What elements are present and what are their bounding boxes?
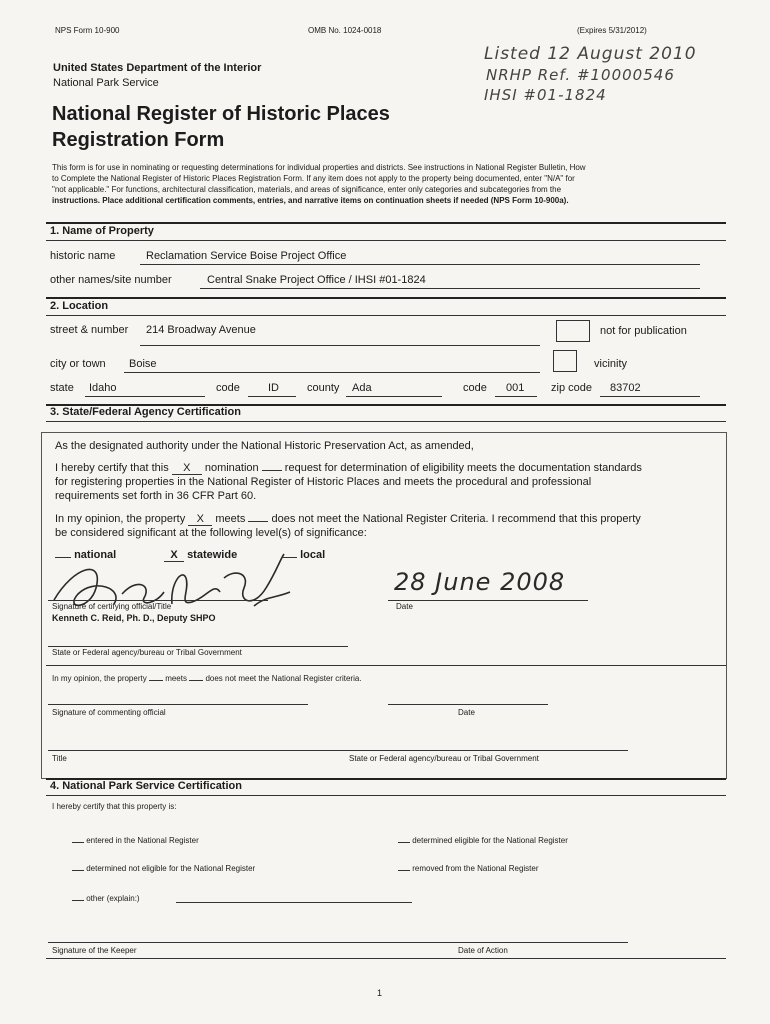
not-for-publication-label: not for publication — [600, 325, 687, 337]
option-blank[interactable] — [72, 900, 84, 901]
field-underline — [248, 396, 296, 397]
city-value: Boise — [129, 358, 157, 370]
signature-line — [48, 600, 268, 601]
date-line — [388, 600, 588, 601]
statewide-mark[interactable]: X — [164, 549, 184, 562]
title-label: Title — [52, 754, 67, 763]
county-label: county — [307, 382, 340, 394]
zip-label: zip code — [551, 382, 592, 394]
expiration: (Expires 5/31/2012) — [577, 26, 647, 35]
opinion-line-2: be considered significant at the following level(s) of significance: — [55, 527, 367, 539]
divider — [46, 665, 726, 666]
form-number: NPS Form 10-900 — [55, 26, 120, 35]
cert-text: In my opinion, the property — [55, 513, 186, 525]
option-blank[interactable] — [72, 842, 84, 843]
title-line — [48, 750, 628, 751]
street-value: 214 Broadway Avenue — [146, 324, 256, 336]
does-not-meet-blank[interactable] — [189, 680, 203, 681]
opinion-line — [52, 674, 362, 683]
city-label: city or town — [50, 358, 106, 370]
agency-line — [48, 646, 348, 647]
field-underline — [495, 396, 537, 397]
meets-mark[interactable]: X — [188, 513, 212, 526]
street-label: street & number — [50, 324, 129, 336]
date-of-action-label: Date of Action — [458, 946, 508, 955]
divider — [46, 795, 726, 796]
field-underline — [346, 396, 442, 397]
divider — [46, 958, 726, 959]
zip-value: 83702 — [610, 382, 641, 394]
field-underline — [140, 264, 700, 265]
historic-name-value: Reclamation Service Boise Project Office — [146, 250, 347, 262]
opinion-text: meets — [165, 674, 187, 683]
nps-certify-text: I hereby certify that this property is: — [52, 802, 177, 811]
national-label: national — [74, 549, 117, 561]
field-underline — [200, 288, 700, 289]
option-label: entered in the National Register — [86, 836, 199, 845]
section3-heading: 3. State/Federal Agency Certification — [50, 406, 241, 418]
listed-annotation: Listed 12 August 2010 — [484, 44, 697, 64]
intro-line-1: This form is for use in nominating or requesting determinations for individual properties and districts. See instructions in National Register Bulletin, How — [52, 163, 586, 172]
cert-text: request for determination of eligibility meets the documentation standards — [284, 462, 642, 474]
option-blank[interactable] — [398, 842, 410, 843]
form-title-line1: National Register of Historic Places — [52, 103, 390, 125]
option-label: other (explain:) — [86, 894, 140, 903]
option-label: removed from the National Register — [412, 864, 539, 873]
page-number: 1 — [377, 988, 383, 998]
divider — [46, 222, 726, 224]
signature-label: Signature of certifying official/Title — [52, 602, 172, 611]
meets-blank[interactable] — [149, 680, 163, 681]
option-determined-eligible[interactable] — [398, 836, 568, 845]
cert-text: does not meet the National Register Criteria. I recommend that this property — [271, 513, 641, 525]
date-label: Date — [458, 708, 475, 717]
keeper-line — [48, 942, 628, 943]
commenting-signature-label: Signature of commenting official — [52, 708, 166, 717]
option-not-eligible[interactable] — [72, 864, 255, 873]
nomination-mark[interactable]: X — [172, 462, 202, 475]
agency-label: State or Federal agency/bureau or Tribal Government — [349, 754, 539, 763]
request-blank[interactable] — [262, 470, 282, 471]
divider — [46, 240, 726, 241]
service-name: National Park Service — [53, 77, 159, 89]
cert-line-3: for registering properties in the National Register of Historic Places and meets the procedural and professional — [55, 476, 592, 488]
county-code-value: 001 — [506, 382, 525, 394]
other-names-label: other names/site number — [50, 274, 172, 286]
option-removed[interactable] — [398, 864, 539, 873]
other-names-value: Central Snake Project Office / IHSI #01-1824 — [207, 274, 426, 286]
does-not-meet-blank[interactable] — [248, 521, 268, 522]
cert-text: I hereby certify that this — [55, 462, 169, 474]
divider — [46, 297, 726, 299]
date-line — [388, 704, 548, 705]
form-title-line2: Registration Form — [52, 129, 225, 151]
cert-text: nomination — [204, 462, 259, 474]
section2-heading: 2. Location — [50, 300, 109, 312]
vicinity-checkbox[interactable] — [553, 350, 577, 372]
state-label: state — [50, 382, 74, 394]
statewide-label: statewide — [187, 549, 238, 561]
opinion-line-1 — [55, 513, 641, 526]
intro-line-3: "not applicable." For functions, architectural classification, materials, and areas of significance, enter only categories and subcategories from the — [52, 185, 562, 194]
signer-name: Kenneth C. Reid, Ph. D., Deputy SHPO — [52, 613, 216, 623]
field-underline — [85, 396, 205, 397]
cert-line-4: requirements set forth in 36 CFR Part 60. — [55, 490, 257, 502]
field-underline — [600, 396, 700, 397]
historic-name-label: historic name — [50, 250, 116, 262]
divider — [46, 421, 726, 422]
vicinity-label: vicinity — [594, 358, 628, 370]
local-label: local — [300, 549, 326, 561]
cert-authority-text: As the designated authority under the National Historic Preservation Act, as amended, — [55, 440, 474, 452]
county-value: Ada — [352, 382, 372, 394]
certification-date-handwritten: 28 June 2008 — [394, 568, 566, 596]
not-for-publication-checkbox[interactable] — [556, 320, 590, 342]
explain-line — [176, 902, 412, 903]
field-underline — [124, 372, 540, 373]
option-entered[interactable] — [72, 836, 199, 845]
ihsi-annotation: IHSI #01-1824 — [484, 86, 607, 104]
agency-label: State or Federal agency/bureau or Tribal Government — [52, 648, 242, 657]
keeper-label: Signature of the Keeper — [52, 946, 137, 955]
nrhp-annotation: NRHP Ref. #10000546 — [486, 66, 675, 84]
field-underline — [140, 345, 540, 346]
divider — [46, 315, 726, 316]
section1-heading: 1. Name of Property — [50, 225, 154, 237]
opinion-text: In my opinion, the property — [52, 674, 147, 683]
option-other[interactable] — [72, 894, 140, 903]
cert-text: meets — [215, 513, 246, 525]
section4-heading: 4. National Park Service Certification — [50, 780, 242, 792]
date-label: Date — [396, 602, 413, 611]
option-blank[interactable] — [398, 870, 410, 871]
intro-line-4: instructions. Place additional certification comments, entries, and narrative items on continuation sheets if needed (NPS Form 10-900a). — [52, 196, 569, 205]
county-code-label: code — [463, 382, 487, 394]
department-name: United States Department of the Interior — [53, 62, 262, 74]
cert-line-2 — [55, 462, 642, 475]
state-code-label: code — [216, 382, 240, 394]
option-label: determined eligible for the National Register — [412, 836, 568, 845]
option-label: determined not eligible for the National Register — [86, 864, 256, 873]
signature-line — [48, 704, 308, 705]
state-code-value: ID — [268, 382, 279, 394]
option-blank[interactable] — [72, 870, 84, 871]
opinion-text: does not meet the National Register criteria. — [205, 674, 362, 683]
state-value: Idaho — [89, 382, 117, 394]
omb-number: OMB No. 1024-0018 — [308, 26, 382, 35]
intro-line-2: to Complete the National Register of Historic Places Registration Form. If any item does not apply to the property being documented, enter "N/A" for — [52, 174, 575, 183]
